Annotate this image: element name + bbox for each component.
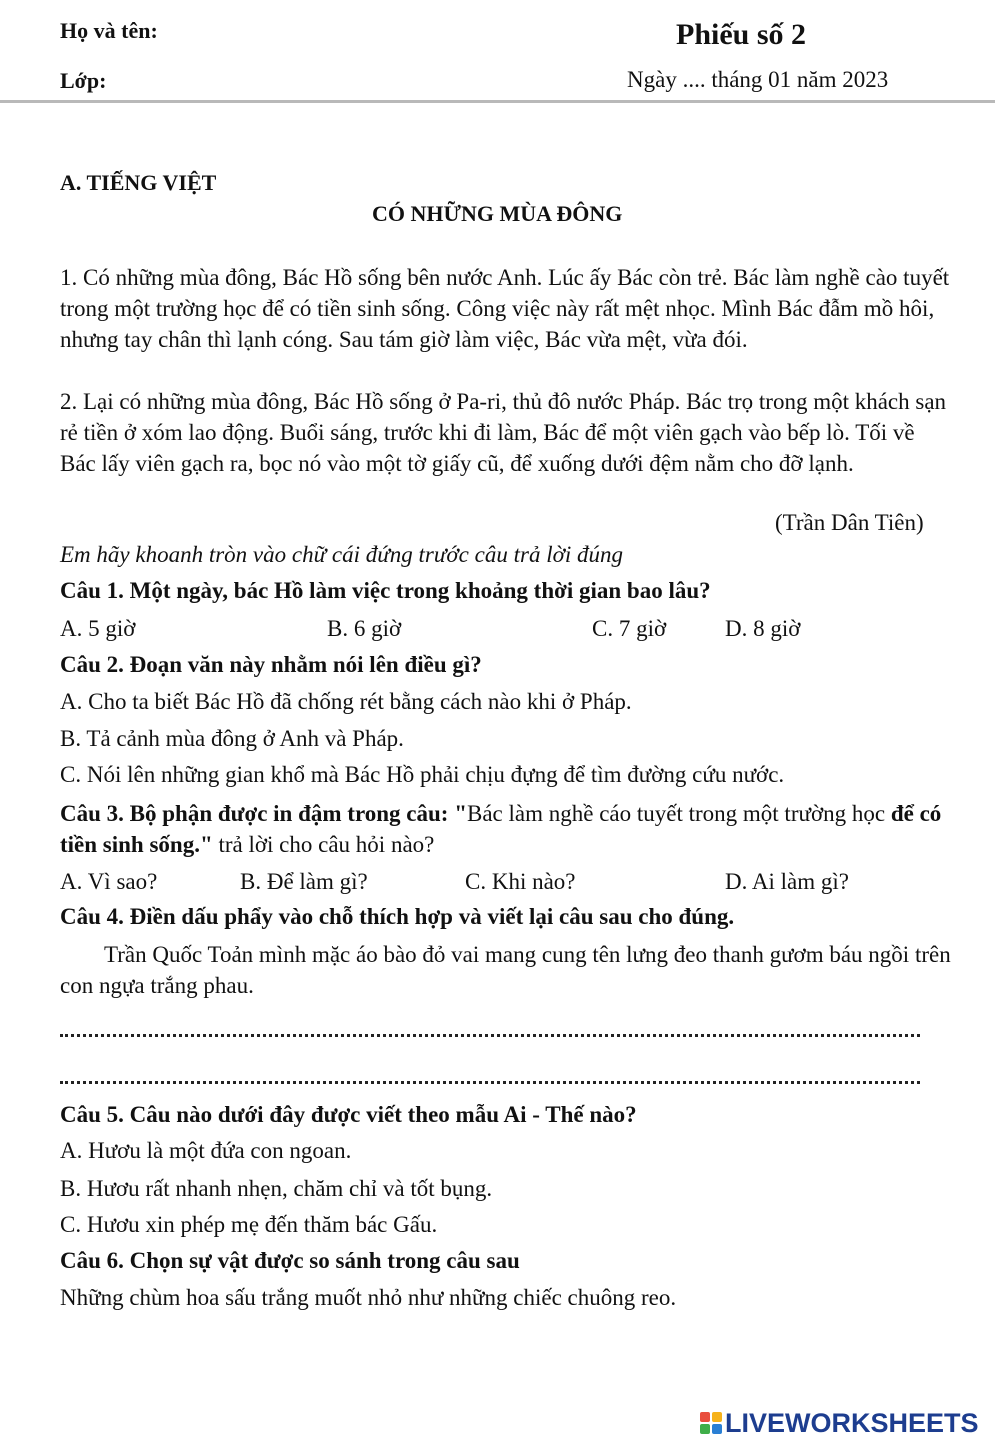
q2-option-c[interactable]: C. Nói lên những gian khổ mà Bác Hồ phải chịu đựng để tìm đường cứu nước. [60,762,785,787]
question-1: Câu 1. Một ngày, bác Hồ làm việc trong khoảng thời gian bao lâu? [60,578,711,603]
q3-option-a[interactable]: A. Vì sao? [60,869,158,894]
instruction-text: Em hãy khoanh tròn vào chữ cái đứng trước câu trả lời đúng [60,542,623,567]
question-2: Câu 2. Đoạn văn này nhằm nói lên điều gì? [60,652,482,677]
q5-option-b[interactable]: B. Hươu rất nhanh nhẹn, chăm chỉ và tốt bụng. [60,1176,493,1201]
question-4: Câu 4. Điền dấu phẩy vào chỗ thích hợp và viết lại câu sau cho đúng. [60,904,735,929]
logo-grid-icon [700,1412,722,1434]
section-heading: A. TIẾNG VIỆT [60,170,217,195]
q2-option-b[interactable]: B. Tả cảnh mùa đông ở Anh và Pháp. [60,726,404,751]
q3-option-c[interactable]: C. Khi nào? [465,869,576,894]
q1-option-d[interactable]: D. 8 giờ [725,616,801,641]
q4-sentence: Trần Quốc Toản mình mặc áo bào đỏ vai mang cung tên lưng đeo thanh gươm báu ngồi trên con ngựa trắng phau. [60,942,951,998]
q2-option-a[interactable]: A. Cho ta biết Bác Hồ đã chống rét bằng cách nào khi ở Pháp. [60,689,632,714]
story-title: CÓ NHỮNG MÙA ĐÔNG [372,201,623,226]
story-paragraph-2: 2. Lại có những mùa đông, Bác Hồ sống ở Pa-ri, thủ đô nước Pháp. Bác trọ trong một khách sạn rẻ tiền ở xóm lao động. Buổi sáng, trước khi đi làm, Bác để một viên gạch vào bếp lò. Tối về Bác lấy viên gạch ra, bọc nó vào một tờ giấy cũ, để xuống dưới đệm nằm cho đỡ lạnh. [60,389,947,476]
q3-tail: trả lời cho câu hỏi nào? [212,832,435,857]
logo-square-blue [712,1424,722,1434]
answer-line-2[interactable] [60,1077,920,1084]
answer-line-1[interactable] [60,1030,920,1037]
question-5: Câu 5. Câu nào dưới đây được viết theo mẫu Ai - Thế nào? [60,1102,637,1127]
q3-label: Câu 3. Bộ phận được in đậm trong câu: [60,801,455,826]
question-3 [60,798,952,860]
question-6: Câu 6. Chọn sự vật được so sánh trong câu sau [60,1248,520,1273]
class-label: Lớp: [60,68,107,93]
story-paragraph-1: 1. Có những mùa đông, Bác Hồ sống bên nước Anh. Lúc ấy Bác còn trẻ. Bác làm nghề cào tuyết trong một trường học để có tiền sinh sống. Công việc này rất mệt nhọc. Mình Bác đẫm mồ hôi, nhưng tay chân thì lạnh cóng. Sau tám giờ làm việc, Bác vừa mệt, vừa đói. [60,265,950,352]
q3-quote-open: " [454,801,467,826]
q3-option-b[interactable]: B. Để làm gì? [240,869,368,894]
header-divider [0,100,995,103]
logo-text: LIVEWORKSHEETS [725,1407,979,1438]
logo-square-yellow [712,1412,722,1422]
story-author: (Trần Dân Tiên) [775,510,924,535]
q1-option-c[interactable]: C. 7 giờ [592,616,667,641]
q3-quote-bold: để có tiền sinh sống." [60,801,942,857]
q1-option-b[interactable]: B. 6 giờ [327,616,402,641]
date-line: Ngày .... tháng 01 năm 2023 [627,67,889,92]
q3-quote-normal: Bác làm nghề cáo tuyết trong một trường học [466,801,891,826]
q5-option-c[interactable]: C. Hươu xin phép mẹ đến thăm bác Gấu. [60,1212,438,1237]
logo-square-green [700,1424,710,1434]
liveworksheets-logo [700,1405,979,1441]
worksheet-title: Phiếu số 2 [676,18,807,51]
q3-option-d[interactable]: D. Ai làm gì? [725,869,849,894]
q5-option-a[interactable]: A. Hươu là một đứa con ngoan. [60,1138,352,1163]
q1-option-a[interactable]: A. 5 giờ [60,616,136,641]
name-label: Họ và tên: [60,18,158,43]
q6-sentence: Những chùm hoa sấu trắng muốt nhỏ như những chiếc chuông reo. [60,1285,677,1310]
logo-square-red [700,1412,710,1422]
